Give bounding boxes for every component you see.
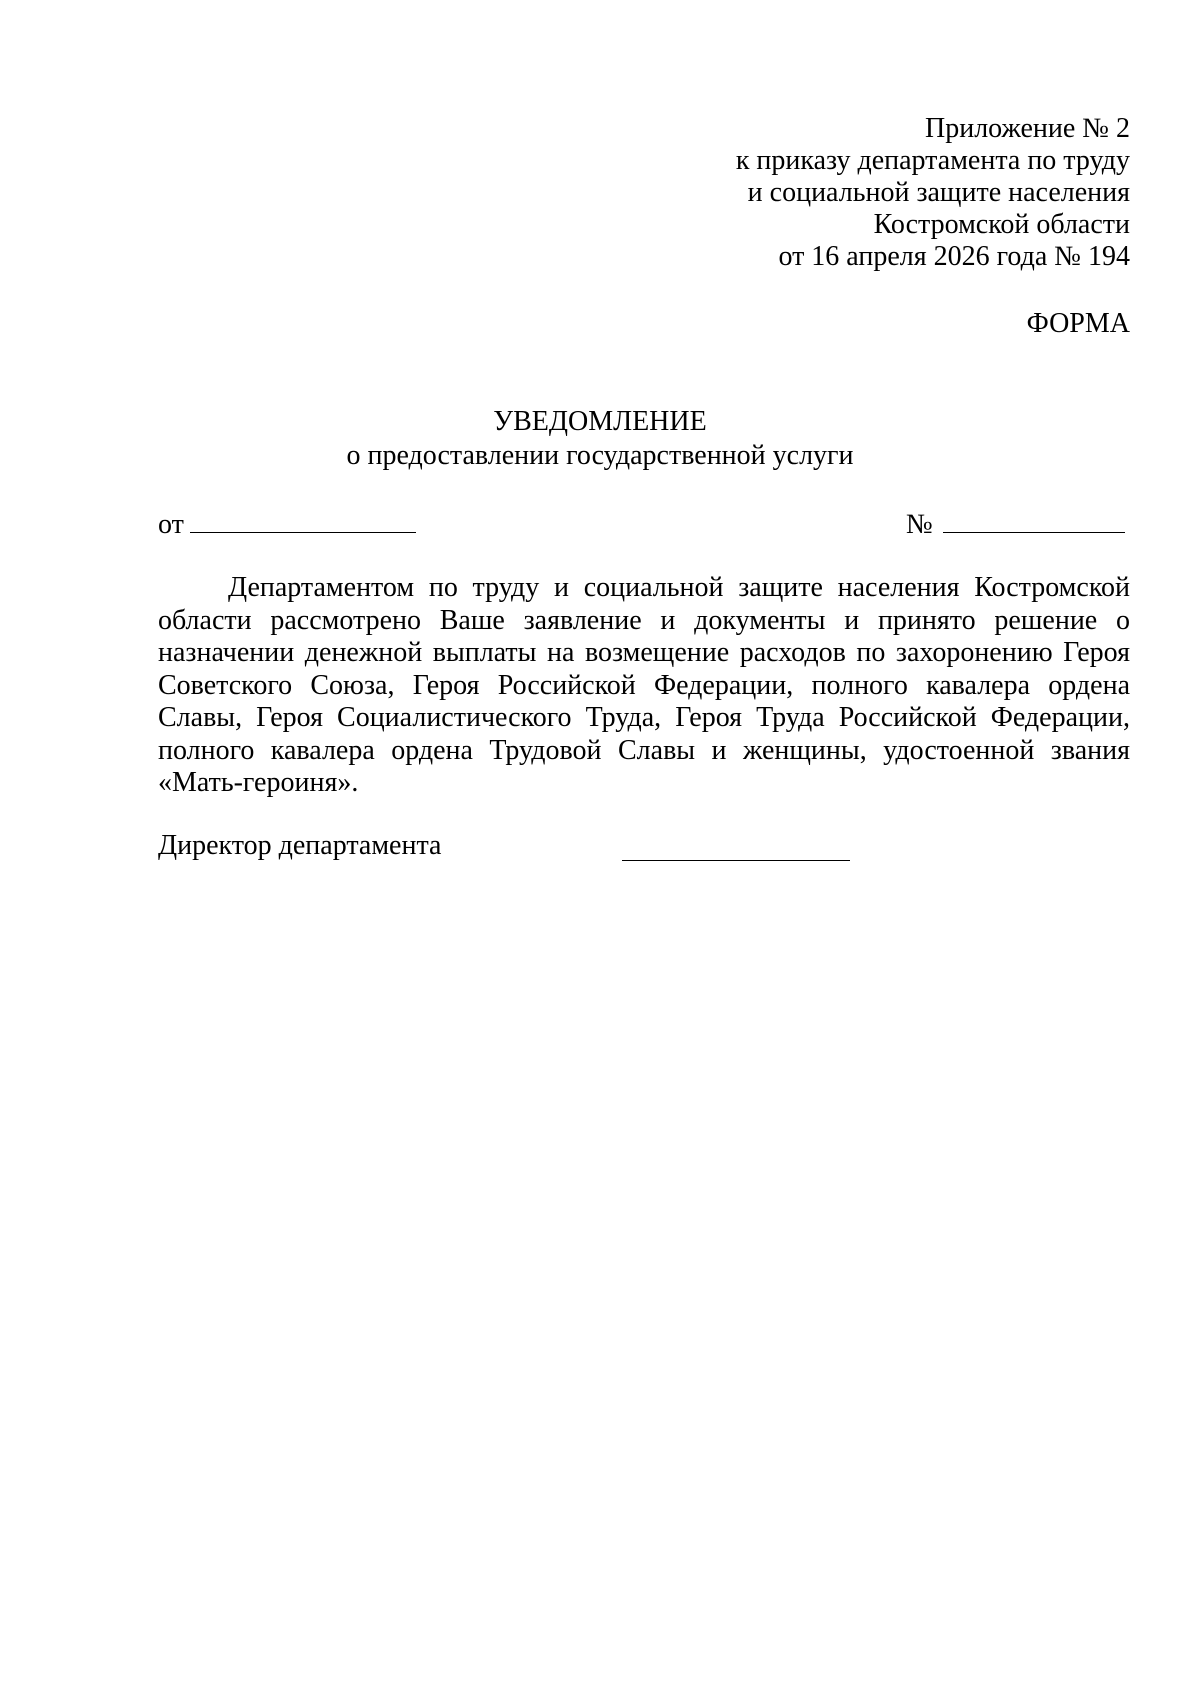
appendix-number: Приложение № 2 <box>925 113 1130 144</box>
appendix-block <box>530 113 1130 273</box>
notice-body-paragraph: Департаментом по труду и социальной защите населения Костромской области рассмотрено Ваше заявление и документы и принято решение о назначении денежной выплаты на возмещение расходов по захоронению Героя Советского Союза, Героя Российской Федерации, полного кавалера ордена Славы, Героя Социалистического Труда, Героя Труда Российской Федерации, полного кавалера ордена Трудовой Славы и женщины, удостоенной звания «Мать-героиня». <box>158 572 1130 798</box>
signer-position: Директор департамента <box>158 830 442 861</box>
date-blank-line <box>190 506 416 533</box>
appendix-department: и социальной защите населения <box>747 177 1130 208</box>
form-label: ФОРМА <box>1026 308 1130 339</box>
appendix-order-ref: к приказу департамента по труду <box>735 145 1130 176</box>
appendix-region: Костромской области <box>873 209 1130 240</box>
appendix-date-number: от 16 апреля 2026 года № 194 <box>778 241 1130 272</box>
number-label: № <box>906 509 933 540</box>
date-field-row <box>158 506 416 541</box>
signature-blank-line <box>622 836 850 861</box>
date-label: от <box>158 509 184 540</box>
notice-subtitle: о предоставлении государственной услуги <box>346 440 854 471</box>
number-blank-line <box>943 506 1125 533</box>
number-field-row <box>906 506 1125 541</box>
notice-title: УВЕДОМЛЕНИЕ <box>493 406 707 437</box>
